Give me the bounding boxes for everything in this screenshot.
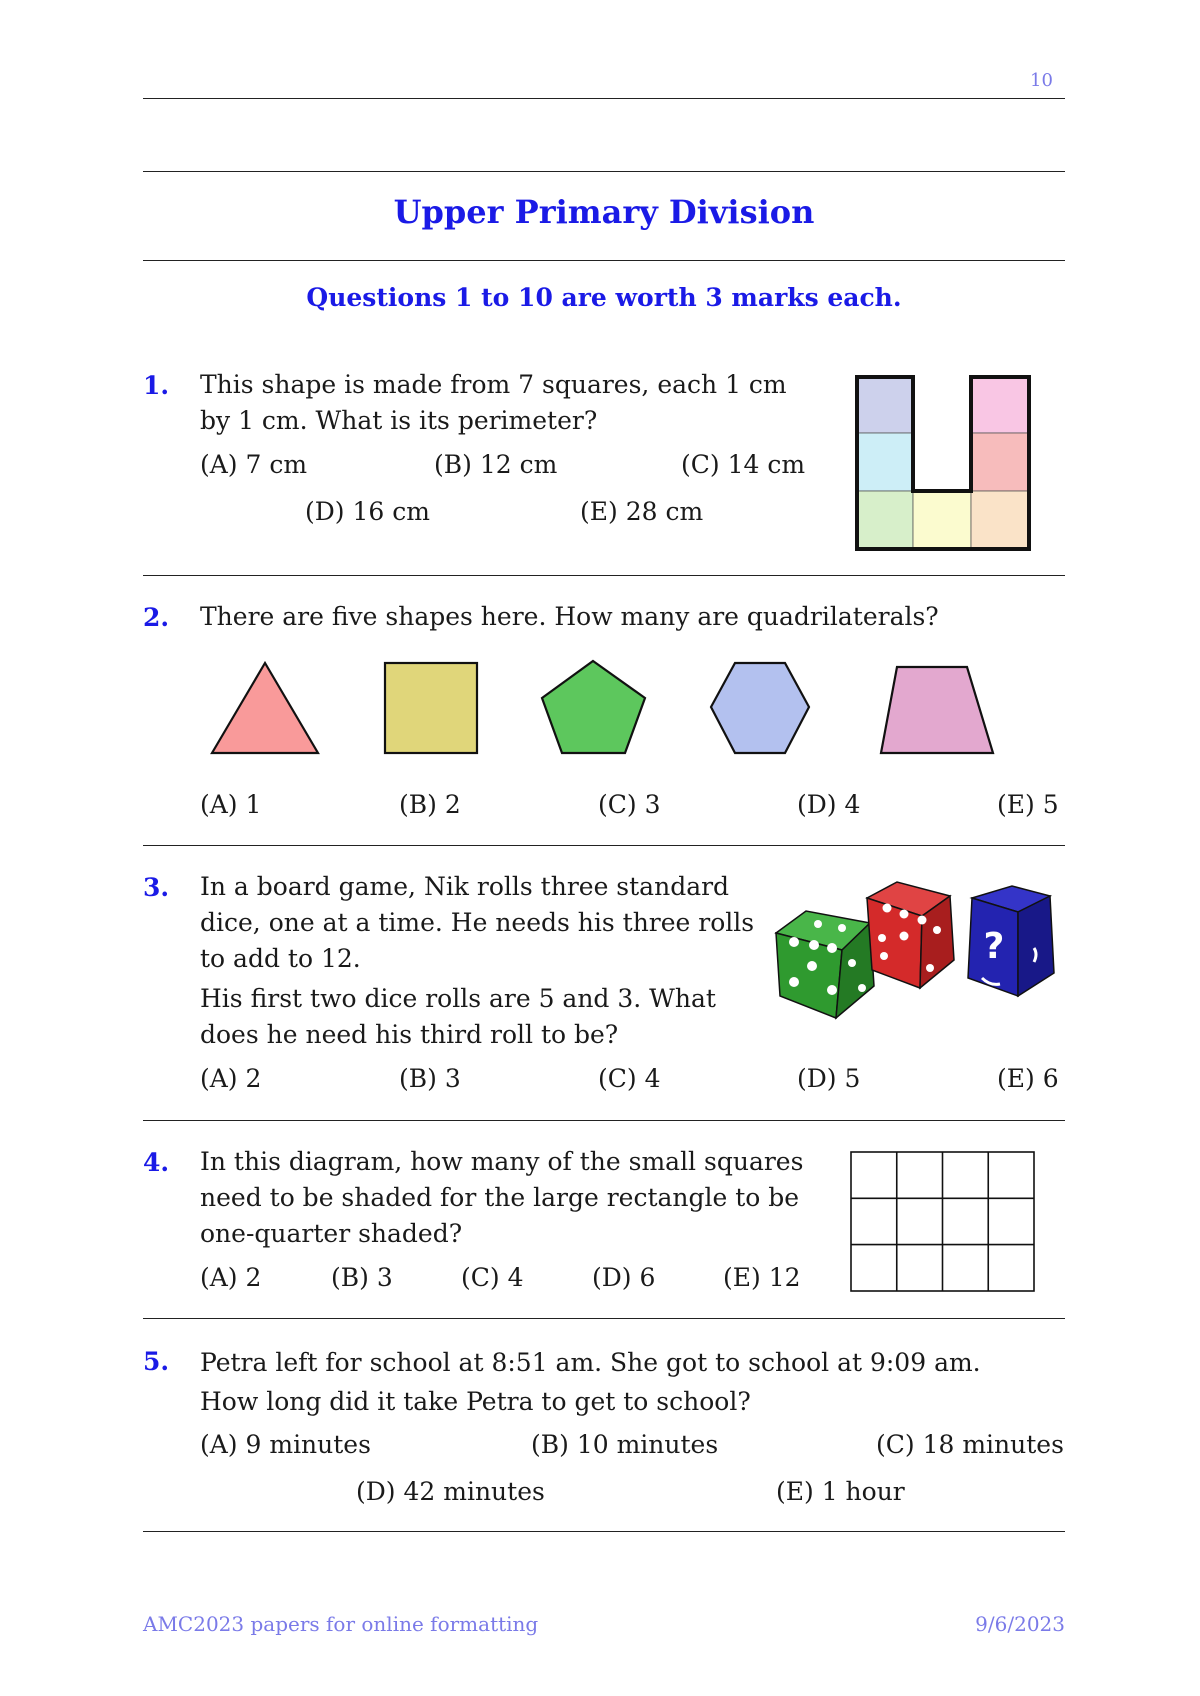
trapezoid-shape (881, 667, 993, 753)
division-title: Upper Primary Division (393, 193, 815, 231)
option-e[interactable]: (E) 28 cm (580, 497, 704, 526)
question-text: In a board game, Nik rolls three standard dice, one at a time. He needs his three rolls to add to 12. His first two dice rolls are 5 and 3. What does he need his third roll to be? (200, 872, 755, 1049)
option-b[interactable]: (B) 3 (399, 1064, 461, 1093)
option-d[interactable]: (D) 4 (797, 790, 861, 819)
option-b[interactable]: (B) 12 cm (434, 450, 558, 479)
divider (143, 575, 1065, 576)
option-a[interactable]: (A) 2 (200, 1064, 262, 1093)
marks-subtitle: Questions 1 to 10 are worth 3 marks each. (306, 283, 902, 312)
question-number: 5. (143, 1347, 170, 1376)
option-c[interactable]: (C) 18 minutes (876, 1430, 1064, 1459)
dice-figure (772, 878, 1057, 1024)
option-c[interactable]: (C) 3 (598, 790, 661, 819)
square-shape (385, 663, 477, 753)
question-mark-label: ? (983, 926, 1005, 967)
shapes-figure (200, 655, 1040, 755)
option-c[interactable]: (C) 14 cm (681, 450, 806, 479)
question-text: There are five shapes here. How many are quadrilaterals? (200, 602, 939, 631)
footer-date: 9/6/2023 (975, 1612, 1065, 1636)
blue-die-icon (968, 886, 1054, 996)
divider (143, 845, 1065, 846)
question-number: 1. (143, 371, 170, 400)
question-number: 3. (143, 873, 170, 902)
option-a[interactable]: (A) 7 cm (200, 450, 308, 479)
triangle-shape (212, 663, 318, 753)
option-d[interactable]: (D) 6 (592, 1263, 656, 1292)
question-number: 2. (143, 603, 170, 632)
pentagon-shape (542, 661, 645, 753)
option-d[interactable]: (D) 42 minutes (356, 1477, 545, 1506)
title-rule-bottom (143, 260, 1065, 261)
green-die-icon (776, 911, 874, 1018)
option-e[interactable]: (E) 1 hour (776, 1477, 905, 1506)
question-text: This shape is made from 7 squares, each 1 cm by 1 cm. What is its perimeter? (200, 370, 787, 435)
hexagon-shape (711, 663, 809, 753)
divider (143, 1531, 1065, 1532)
option-b[interactable]: (B) 2 (399, 790, 461, 819)
option-a[interactable]: (A) 9 minutes (200, 1430, 371, 1459)
option-b[interactable]: (B) 3 (331, 1263, 393, 1292)
option-c[interactable]: (C) 4 (598, 1064, 661, 1093)
option-d[interactable]: (D) 5 (797, 1064, 861, 1093)
header-rule (143, 98, 1065, 99)
option-a[interactable]: (A) 1 (200, 790, 262, 819)
footer-left: AMC2023 papers for online formatting (143, 1612, 539, 1636)
red-die-icon (867, 882, 954, 988)
square-shape-figure (854, 374, 1034, 552)
option-d[interactable]: (D) 16 cm (305, 497, 430, 526)
question-number: 4. (143, 1148, 170, 1177)
grid-figure (850, 1151, 1036, 1293)
question-text: Petra left for school at 8:51 am. She got to school at 9:09 am. How long did it take Petra to get to school? (200, 1348, 981, 1416)
option-e[interactable]: (E) 12 (723, 1263, 801, 1292)
option-b[interactable]: (B) 10 minutes (531, 1430, 719, 1459)
title-rule-top (143, 171, 1065, 172)
question-text: In this diagram, how many of the small squares need to be shaded for the large rectangle to be one-quarter shaded? (200, 1147, 804, 1248)
option-c[interactable]: (C) 4 (461, 1263, 524, 1292)
page-number: 10 (1030, 70, 1053, 91)
divider (143, 1120, 1065, 1121)
divider (143, 1318, 1065, 1319)
option-e[interactable]: (E) 5 (997, 790, 1059, 819)
option-e[interactable]: (E) 6 (997, 1064, 1059, 1093)
option-a[interactable]: (A) 2 (200, 1263, 262, 1292)
